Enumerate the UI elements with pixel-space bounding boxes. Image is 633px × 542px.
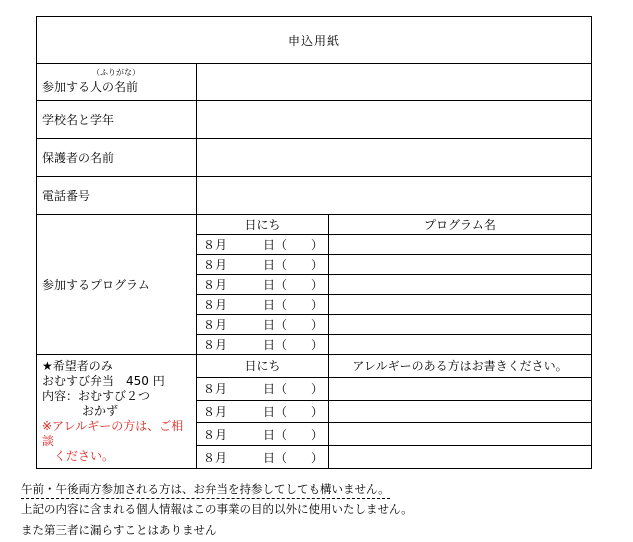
lunch-info bbox=[37, 355, 197, 469]
allergy-cell[interactable] bbox=[329, 446, 592, 469]
program-name-cell[interactable] bbox=[329, 315, 592, 335]
program-name-cell[interactable] bbox=[329, 295, 592, 315]
lunch-line-2: おむすび弁当 450 円 bbox=[42, 374, 165, 388]
program-date-cell[interactable]: ８月 日（ ） bbox=[197, 255, 329, 275]
furigana-label: （ふりがな） bbox=[92, 68, 140, 77]
program-label: 参加するプログラム bbox=[37, 215, 197, 355]
guardian-field[interactable] bbox=[197, 139, 592, 177]
phone-field[interactable] bbox=[197, 177, 592, 215]
lunch-line-4: おかず bbox=[82, 404, 119, 418]
lunch-line-3: 内容：おむすび２つ bbox=[42, 389, 151, 403]
program-date-cell[interactable]: ８月 日（ ） bbox=[197, 315, 329, 335]
lunch-date-cell[interactable]: ８月 日（ ） bbox=[197, 377, 329, 400]
note-privacy: 上記の内容に含まれる個人情報はこの事業の目的以外に使用いたしません。 bbox=[21, 502, 413, 516]
lunch-line-1: ★希望者のみ bbox=[42, 359, 113, 373]
guardian-label: 保護者の名前 bbox=[37, 139, 197, 177]
lunch-date-cell[interactable]: ８月 日（ ） bbox=[197, 423, 329, 446]
allergy-header: アレルギーのある方はお書きください。 bbox=[329, 355, 592, 378]
program-name-header: プログラム名 bbox=[329, 215, 592, 235]
note-third-party: また第三者に漏らすことはありません bbox=[21, 523, 217, 537]
lunch-date-cell[interactable]: ８月 日（ ） bbox=[197, 400, 329, 423]
program-name-cell[interactable] bbox=[329, 255, 592, 275]
school-label: 学校名と学年 bbox=[37, 101, 197, 139]
program-name-cell[interactable] bbox=[329, 335, 592, 355]
program-date-cell[interactable]: ８月 日（ ） bbox=[197, 335, 329, 355]
allergy-cell[interactable] bbox=[329, 377, 592, 400]
program-date-cell[interactable]: ８月 日（ ） bbox=[197, 295, 329, 315]
lunch-date-header: 日にち bbox=[197, 355, 329, 378]
allergy-warning: ※アレルギーの方は、ご相談 bbox=[42, 419, 184, 448]
program-name-cell[interactable] bbox=[329, 235, 592, 255]
form-title: 申込用紙 bbox=[37, 17, 592, 64]
lunch-date-cell[interactable]: ８月 日（ ） bbox=[197, 446, 329, 469]
school-field[interactable] bbox=[197, 101, 592, 139]
participant-name-label: （ふりがな） 参加する人の名前 bbox=[37, 64, 197, 101]
note-lunch: 午前・午後両方参加される方は、お弁当を持参してしても構いません。 bbox=[21, 481, 390, 499]
application-form bbox=[36, 16, 592, 469]
phone-label: 電話番号 bbox=[37, 177, 197, 215]
allergy-cell[interactable] bbox=[329, 423, 592, 446]
allergy-warning-2: ください。 bbox=[54, 449, 115, 463]
participant-name-field[interactable] bbox=[197, 64, 592, 101]
program-date-cell[interactable]: ８月 日（ ） bbox=[197, 235, 329, 255]
program-date-cell[interactable]: ８月 日（ ） bbox=[197, 275, 329, 295]
allergy-cell[interactable] bbox=[329, 400, 592, 423]
program-name-cell[interactable] bbox=[329, 275, 592, 295]
program-date-header: 日にち bbox=[197, 215, 329, 235]
